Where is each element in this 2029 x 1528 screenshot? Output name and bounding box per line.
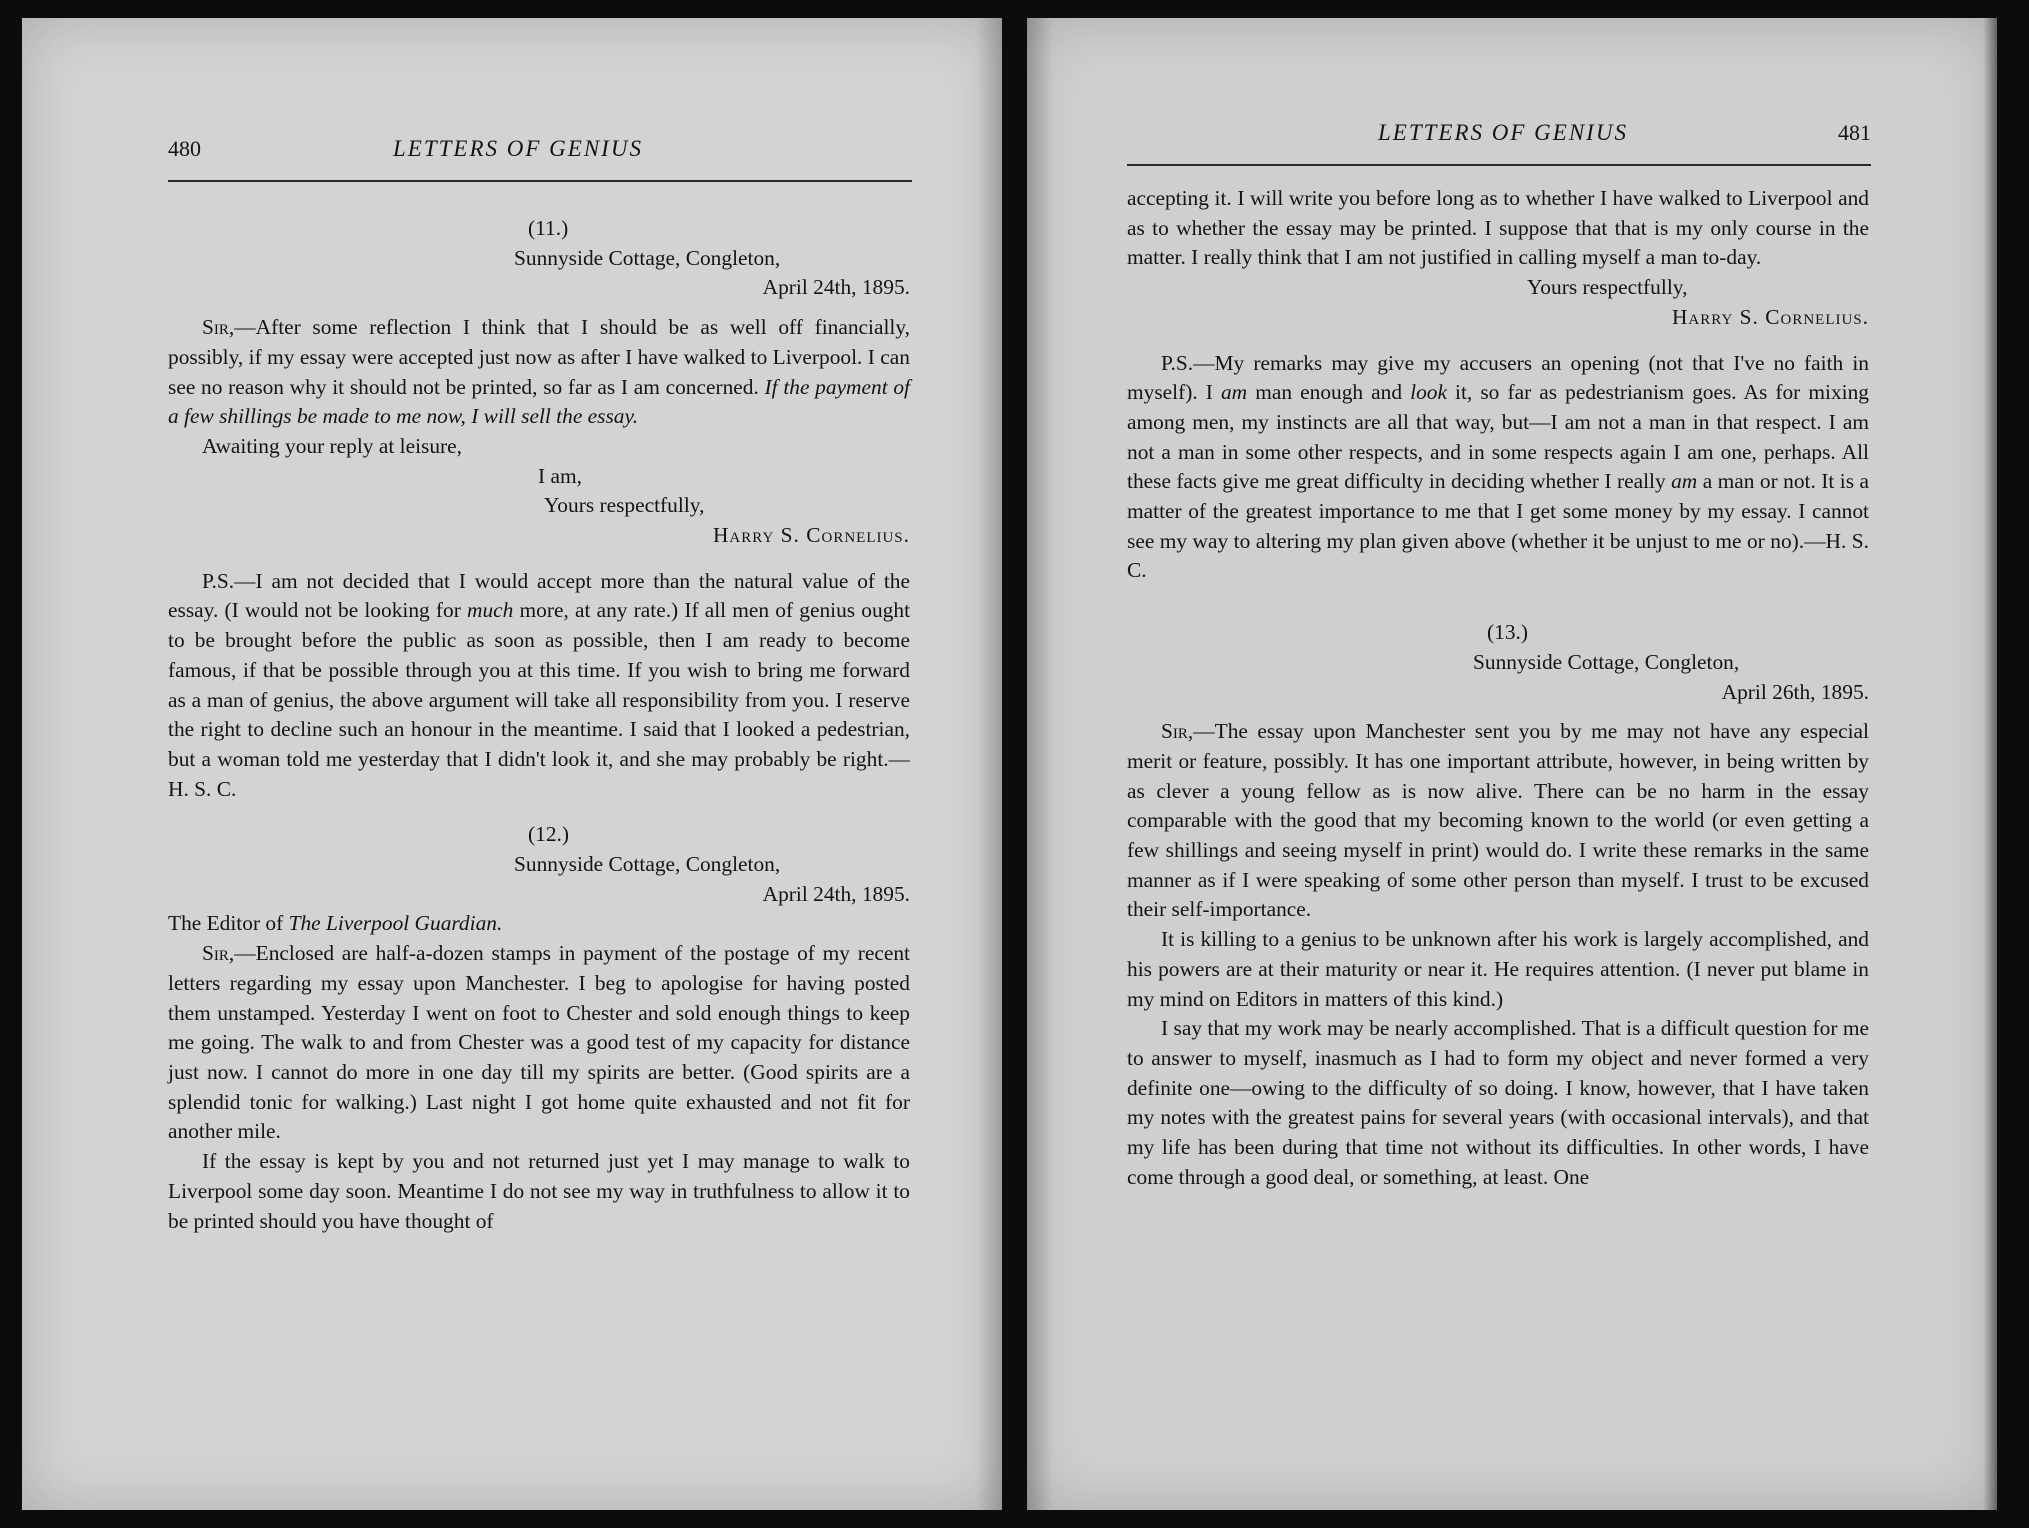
salutation: Sir, xyxy=(202,315,235,340)
letter-address: Sunnyside Cottage, Congleton, xyxy=(1473,649,1740,674)
letter-number: (11.) xyxy=(528,216,569,240)
right-page xyxy=(1027,18,1997,1510)
letter-number: (13.) xyxy=(1487,620,1528,645)
closing: Yours respectfully, xyxy=(1527,275,1688,300)
page-header xyxy=(168,136,912,166)
letter-paragraph: Awaiting your reply at leisure, xyxy=(202,433,462,458)
letter-number: (12.) xyxy=(528,822,569,847)
letter-paragraph: Sir,—After some reflection I think that I should be as well off financially, possibly, if my essay were accepted just now as after I have walked to Liverpool. I can see no reason why it should not be printed, so far as I am concerned. If the payment of a few shillings be made to me now, I will sell the essay. xyxy=(168,315,910,429)
gutter-shadow xyxy=(976,18,1002,1510)
page-number: 480 xyxy=(168,136,201,161)
letter-date: April 24th, 1895. xyxy=(762,881,910,906)
letter-paragraph: Sir,—The essay upon Manchester sent you by me may not have any especial merit or feature, possibly. It has one important attribute, however, in being written by as clever a young fellow as is now alive. There can be no harm in the essay comparable with the good that my becoming known to the world (or even getting a few shillings and seeing myself in print) would do. I write these remarks in the same manner as if I were speaking of some other person than myself. I trust to be excused their self-importance. xyxy=(1127,719,1869,922)
signature: Harry S. Cornelius. xyxy=(1671,304,1869,329)
salutation: Sir, xyxy=(202,941,235,966)
letter-address: Sunnyside Cottage, Congleton, xyxy=(514,852,781,877)
closing: I am, xyxy=(538,463,582,488)
closing: Yours respectfully, xyxy=(544,493,705,518)
page-edge-shadow xyxy=(1983,18,1997,1510)
signature: Harry S. Cornelius. xyxy=(712,523,910,548)
letter-address: Sunnyside Cottage, Congleton, xyxy=(514,245,781,270)
postscript: P.S.—I am not decided that I would accept more than the natural value of the essay. (I would not be looking for much more, at any rate.) If all men of genius ought to be brought before the public as soon as possible, then I am ready to become famous, if that be possible through you at this time. If you wish to bring me forward as a man of genius, the above argument will take all responsibility from you. I reserve the right to decline such an honour in the meantime. I said that I looked a pedestrian, but a woman told me yesterday that I didn't look it, and she may probably be right.—H. S. C. xyxy=(168,568,911,801)
postscript: P.S.—My remarks may give my accusers an opening (not that I've no faith in myself). I am man enough and look it, so far as pedestrianism goes. As for mixing among men, my instincts are all that way, but—I am not a man in that respect. I am not a man in some other respects, and in some respects again I am one, perhaps. All these facts give me great difficulty in deciding whether I really am a man or not. It is a matter of the greatest importance to me that I get some money by my essay. I cannot see my way to altering my plan given above (whether it be unjust to me or no).—H. S. C. xyxy=(1127,350,1869,583)
header-rule xyxy=(168,180,912,182)
letter-paragraph: I say that my work may be nearly accomplished. That is a difficult question for me to answer to myself, inasmuch as I had to form my object and never formed a very definite one—owing to the difficulty of so doing. I know, however, that I have taken my notes with the greatest pains for several years (with occasional intervals), and that my life has been during that time not without its difficulties. In other words, I have come through a good deal, or something, at least. One xyxy=(1127,1016,1869,1189)
left-page xyxy=(22,18,1002,1510)
letter-date: April 24th, 1895. xyxy=(762,275,910,300)
header-rule xyxy=(1127,164,1871,166)
letter-paragraph: If the essay is kept by you and not returned just yet I may manage to walk to Liverpool some day soon. Meantime I do not see my way in truthfulness to allow it to be printed should you have thought of xyxy=(168,1149,910,1233)
running-title: LETTERS OF GENIUS xyxy=(393,136,643,161)
page-body xyxy=(1127,184,1869,1193)
letter-paragraph: accepting it. I will write you before long as to whether I have walked to Liverpool and as to whether the essay may be printed. I suppose that that is my only course in the matter. I really think that I am not justified in calling myself a man to-day. xyxy=(1127,186,1869,270)
page-header xyxy=(1127,120,1871,150)
addressee: The Editor of The Liverpool Guardian. xyxy=(168,911,503,936)
salutation: Sir, xyxy=(1161,719,1194,744)
gutter-shadow xyxy=(1027,18,1053,1510)
running-title: LETTERS OF GENIUS xyxy=(1378,120,1628,145)
letter-paragraph: It is killing to a genius to be unknown after his work is largely accomplished, and his powers are at their maturity or near it. He requires attention. (I never put blame in my mind on Editors in matters of this kind.) xyxy=(1127,927,1869,1011)
letter-date: April 26th, 1895. xyxy=(1721,679,1869,704)
page-number: 481 xyxy=(1838,120,1871,145)
letter-paragraph: Sir,—Enclosed are half-a-dozen stamps in payment of the postage of my recent letters regarding my essay upon Manchester. I beg to apologise for having posted them unstamped. Yesterday I went on foot to Chester and sold enough things to keep me going. The walk to and from Chester was a good test of my capacity for distance just now. I cannot do more in one day till my spirits are better. (Good spirits are a splendid tonic for walking.) Last night I got home quite exhausted and not fit for another mile. xyxy=(168,941,910,1144)
page-body xyxy=(168,214,910,1236)
